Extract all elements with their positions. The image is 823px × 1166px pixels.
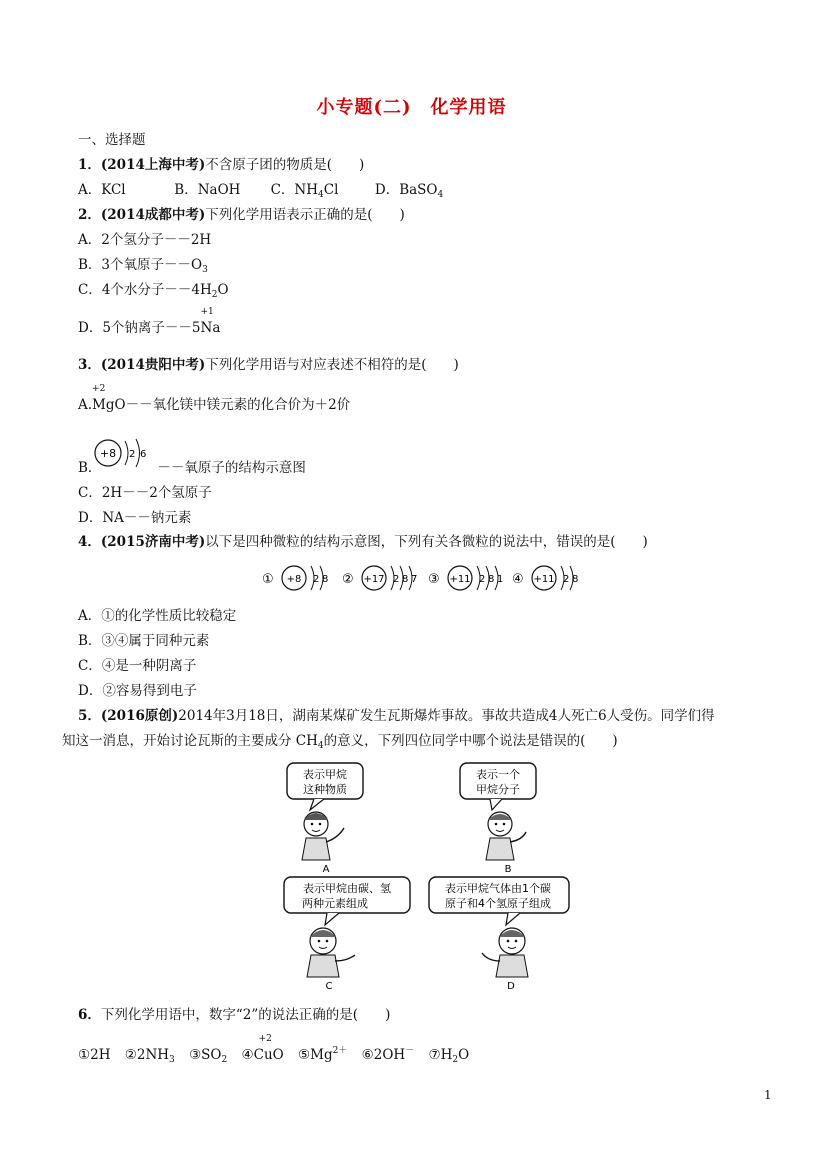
shell-electrons: 1 xyxy=(497,574,504,585)
question-text: 下列化学用语表示正确的是( ) xyxy=(205,207,405,223)
student-label: B xyxy=(504,864,512,874)
diagram-mark: ② xyxy=(342,572,354,587)
particle-structure-diagrams xyxy=(262,562,602,596)
shell-electrons: 2 xyxy=(313,574,320,585)
diagram-mark: ① xyxy=(262,572,274,587)
option-d: D．NA－－钠元素 xyxy=(78,510,192,526)
speech-line: 这种物质 xyxy=(303,783,347,796)
item-6: ⑥2OH－ xyxy=(361,1046,415,1063)
diagram-mark: ④ xyxy=(512,572,524,587)
question-2 xyxy=(78,206,405,224)
option-b: B．③④属于同种元素 xyxy=(78,633,210,649)
question-text-line1: 2014年3月18日，湖南某煤矿发生瓦斯爆炸事故。事故共造成4人死亡6人受伤。同学们得 xyxy=(178,708,715,724)
question-source: (2014成都中考) xyxy=(100,207,206,223)
question-4 xyxy=(78,533,648,551)
question-text: 下列化学用语中，数字“2”的说法正确的是( ) xyxy=(100,1007,391,1023)
speech-line: 表示甲烷由碳、氢 xyxy=(303,882,391,895)
question-number: 5． xyxy=(78,708,101,724)
student-label: A xyxy=(322,864,330,874)
shell-electrons: 7 xyxy=(411,574,418,585)
question-6-items xyxy=(78,1034,470,1065)
question-1-options xyxy=(78,181,443,199)
item-3: $③SO_2$ xyxy=(189,1047,228,1065)
shell-electrons: 2 xyxy=(479,574,486,585)
question-source: (2014贵阳中考) xyxy=(100,357,206,373)
question-number: 3． xyxy=(78,357,101,373)
shell-electrons: 2 xyxy=(129,449,136,460)
option-b: B．3个氧原子$--O_3$ xyxy=(78,257,208,275)
question-5 xyxy=(78,707,715,725)
question-text: 以下是四种微粒的结构示意图，下列有关各微粒的说法中，错误的是( ) xyxy=(205,534,648,550)
option-a: A．KCl xyxy=(78,182,126,198)
shell-electrons: 8 xyxy=(322,574,329,585)
option-d: D．②容易得到电子 xyxy=(78,683,197,699)
nucleus-charge: +8 xyxy=(99,447,117,460)
item-5: $⑤Mg^{2+}$ xyxy=(298,1046,348,1063)
nucleus-charge: +17 xyxy=(363,574,385,585)
valence-mark: +1 xyxy=(200,307,214,317)
speech-line: 原子和4个氢原子组成 xyxy=(445,897,551,910)
question-number: 2． xyxy=(78,207,101,223)
nucleus-charge: +8 xyxy=(286,574,302,585)
shell-electrons: 8 xyxy=(488,574,495,585)
question-source: (2014上海中考) xyxy=(100,157,206,173)
question-number: 1． xyxy=(78,157,101,173)
question-3 xyxy=(78,356,459,374)
shell-electrons: 8 xyxy=(402,574,409,585)
speech-line: 两种元素组成 xyxy=(302,897,368,910)
speech-line: 表示一个 xyxy=(476,768,520,781)
question-number: 6． xyxy=(78,1007,101,1023)
student-d-illustration xyxy=(428,875,572,997)
question-text: 不含原子团的物质是( ) xyxy=(205,157,365,173)
diagram-mark: ③ xyxy=(428,572,440,587)
student-b-illustration xyxy=(430,762,560,878)
shell-electrons: 8 xyxy=(572,574,579,585)
shell-electrons: 6 xyxy=(140,449,147,460)
item-2: $②2NH_3$ xyxy=(124,1047,175,1065)
option-d: D．5个钠离子－－5 +1 Na xyxy=(78,307,221,336)
question-text-line2: 知这一消息，开始讨论瓦斯的主要成分 $CH_4$的意义，下列四位同学中哪个说法是错误的( ) xyxy=(62,733,618,751)
student-label: C xyxy=(325,981,333,992)
item-4: ④ +2 CuO xyxy=(241,1034,284,1063)
valence-mark: +2 xyxy=(258,1034,272,1044)
valence-mark: +2 xyxy=(92,384,106,394)
option-b: B． －－氧原子的结构示意图 xyxy=(78,460,306,476)
question-source: (2016原创) xyxy=(100,708,179,724)
section-heading: 一、选择题 xyxy=(78,132,146,148)
option-a: A．2个氢分子－－2H xyxy=(78,232,212,248)
page-number: 1 xyxy=(764,1088,772,1102)
option-c: C．4个水分子$--4H_2O$ xyxy=(78,282,229,300)
question-source: (2015济南中考) xyxy=(100,534,206,550)
option-c: C．④是一种阴离子 xyxy=(78,658,197,674)
speech-line: 表示甲烷 xyxy=(303,768,347,781)
option-a: A．①的化学性质比较稳定 xyxy=(78,608,237,624)
page-title: 小专题(二) 化学用语 xyxy=(316,97,507,118)
student-label: D xyxy=(507,981,515,992)
item-1: ①2H xyxy=(78,1047,111,1063)
option-c: C．2H－－2个氢原子 xyxy=(78,485,212,501)
question-text: 下列化学用语与对应表述不相符的是( ) xyxy=(205,357,459,373)
option-a: A. +2 MgO－－氧化镁中镁元素的化合价为＋2价 xyxy=(78,384,351,413)
speech-line: 表示甲烷气体由1个碳 xyxy=(445,882,551,895)
question-6 xyxy=(78,1006,390,1024)
option-c: C．$NH_4Cl$ xyxy=(270,182,339,200)
question-number: 4． xyxy=(78,534,101,550)
option-b: B．NaOH xyxy=(174,182,241,198)
student-a-illustration xyxy=(286,762,416,878)
option-d: D．BaSO$_4$ xyxy=(374,182,444,200)
student-c-illustration xyxy=(283,875,415,997)
shell-electrons: 2 xyxy=(393,574,400,585)
item-7: $⑦H_2O$ xyxy=(428,1047,470,1065)
nucleus-charge: +11 xyxy=(449,574,471,585)
question-1 xyxy=(78,156,364,174)
nucleus-charge: +11 xyxy=(533,574,555,585)
speech-line: 甲烷分子 xyxy=(476,783,520,796)
shell-electrons: 2 xyxy=(563,574,570,585)
